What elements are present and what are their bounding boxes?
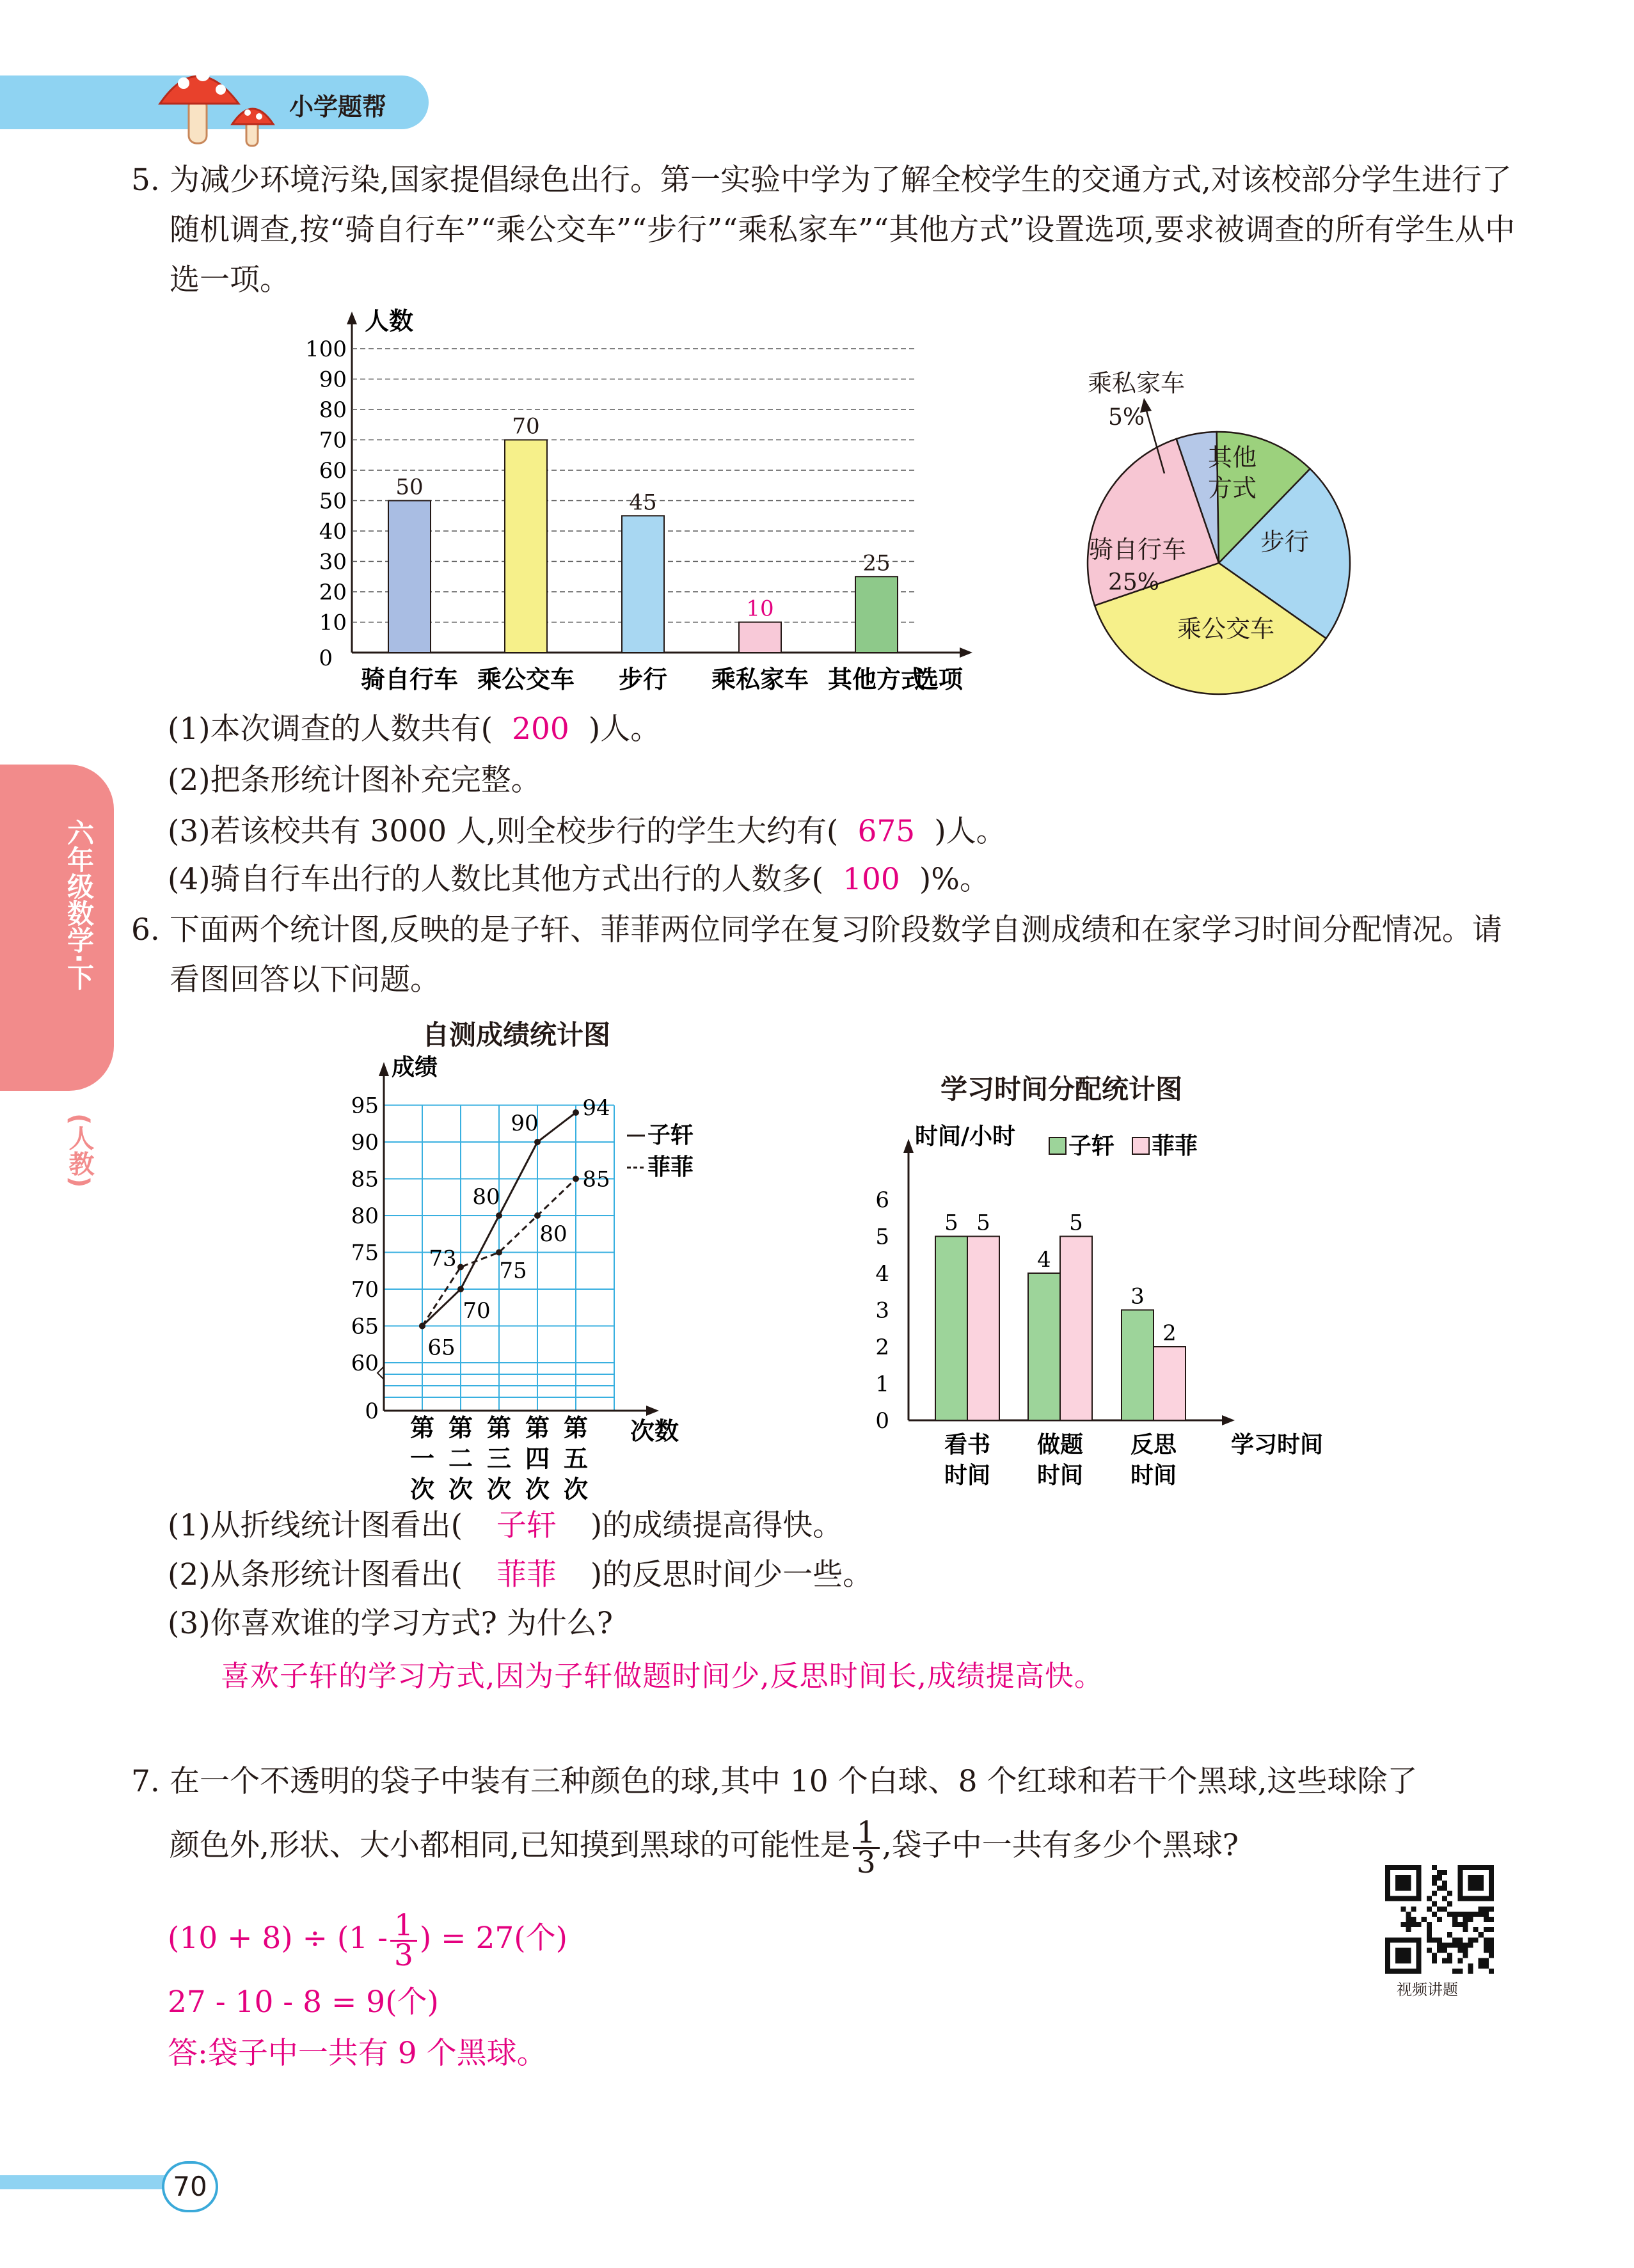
legend-swatch [1132,1138,1149,1154]
q6-sub3: (3)你喜欢谁的学习方式? 为什么? [168,1606,613,1641]
qr-module [1489,1927,1494,1932]
qr-module [1437,1907,1442,1912]
qr-module [1489,1907,1494,1912]
x-tick-label: 看书 [944,1431,991,1458]
q5-pie-chart [1049,358,1382,704]
qr-module [1484,1937,1489,1942]
qr-module [1442,1896,1447,1901]
x-tick-label: 次 [563,1475,589,1503]
qr-module [1452,1937,1457,1942]
y-tick-label: 20 [319,580,347,605]
qr-module [1437,1875,1442,1880]
qr-module [1437,1870,1442,1875]
qr-module [1484,1927,1489,1932]
x-tick-label: 其他方式 [827,665,926,694]
bar [739,623,781,653]
y-tick-label: 30 [319,549,347,575]
y-tick-label: 10 [319,610,347,636]
x-tick-label: 第 [448,1413,473,1442]
qr-module [1484,1958,1489,1963]
x-tick-label: 骑自行车 [360,665,459,694]
q5-sub3-answer: 675 [857,814,916,849]
qr-module [1484,1963,1489,1969]
y-tick-label: 65 [351,1313,379,1340]
qr-module [1489,1969,1494,1974]
qr-module [1406,1922,1411,1927]
bar [935,1237,967,1421]
qr-module [1457,1948,1463,1953]
qr-module [1432,1865,1437,1870]
data-point [534,1139,541,1145]
data-label: 75 [499,1258,527,1284]
q7-solution-1 [168,1907,567,1971]
qr-module [1452,1942,1457,1947]
question-number: 6. [131,912,160,948]
q5-sub4-tail: )%。 [919,862,990,897]
q6-sub2 [168,1556,873,1594]
qr-module [1463,1953,1468,1958]
side-tab-edition: (人教) [65,1113,94,1188]
pie-label-other-line2: 方式 [1208,474,1257,502]
x-tick-label: 三 [486,1444,512,1473]
question-5 [131,155,1526,305]
q5-sub3-text: (3)若该校共有 3000 人,则全校步行的学生大约有( [168,814,839,849]
q6-sub1-tail: )的成绩提高得快。 [590,1508,843,1543]
qr-module [1463,1927,1468,1932]
qr-module [1447,1891,1452,1896]
y-tick-label: 3 [875,1297,889,1324]
qr-module [1442,1948,1447,1953]
x-tick-label: 时间 [1130,1462,1177,1489]
y-tick-label: 80 [351,1203,379,1229]
x-axis-arrow [1222,1415,1235,1425]
qr-module [1432,1953,1437,1958]
qr-module [1489,1942,1494,1947]
y-axis-label: 人数 [365,307,414,335]
fraction-denominator: 3 [856,1844,876,1880]
qr-module [1484,1917,1489,1922]
qr-module [1411,1907,1416,1912]
x-tick-label: 乘私家车 [711,665,809,694]
bar-value-label: 5 [944,1210,958,1236]
qr-module [1468,1912,1473,1917]
q6-sub2-tail: )的反思时间少一些。 [590,1557,873,1592]
qr-module [1427,1907,1432,1912]
qr-module [1437,1942,1442,1947]
qr-module [1468,1917,1473,1922]
question-stem: 为减少环境污染,国家提倡绿色出行。第一实验中学为了解全校学生的交通方式,对该校部分学生进行了随机调查,按“骑自行车”“乘公交车”“步行”“乘私家车”“其他方式”设置选项,要求被调查的所有学生从中选一项。 [170,163,1516,297]
bar-value-label: 70 [512,413,540,440]
pie-label-other-line1: 其他 [1208,443,1257,472]
y-tick-label: 75 [351,1240,379,1266]
bar [1060,1237,1092,1421]
x-axis-label: 学习时间 [1230,1431,1323,1458]
x-tick-label: 第 [525,1413,550,1442]
q5-sub2: (2)把条形统计图补充完整。 [168,763,541,798]
line-chart-title: 自测成绩统计图 [422,1019,611,1051]
qr-module [1442,1880,1447,1885]
x-tick-label: 第 [409,1413,435,1442]
qr-module [1432,1912,1437,1917]
bar-value-label: 3 [1130,1283,1145,1310]
qr-module [1489,1948,1494,1953]
y-tick-label: 70 [351,1277,379,1303]
data-point [573,1176,579,1182]
qr-module [1457,1942,1463,1947]
legend-label: 子轩 [1068,1132,1115,1159]
y-axis-arrow [903,1139,914,1153]
x-tick-label: 第 [563,1413,589,1442]
y-axis-label: 时间/小时 [915,1123,1016,1150]
y-axis-arrow [379,1062,389,1076]
question-6 [131,905,1526,1005]
bar [388,501,431,653]
qr-module [1452,1969,1457,1974]
y-tick-label: 70 [319,427,347,454]
qr-module [1489,1937,1494,1942]
stem2-tail: ,袋子中一共有多少个黑球? [882,1828,1239,1863]
y-tick-label: 0 [365,1399,379,1424]
pie-label-car: 乘私家车 [1088,369,1186,397]
q5-sub3-tail: )人。 [934,814,1006,849]
bar-value-label: 2 [1162,1320,1177,1346]
qr-module [1447,1932,1452,1937]
y-tick-label: 2 [875,1335,889,1360]
qr-module [1463,1922,1468,1927]
y-tick-label: 0 [319,646,333,671]
y-tick-label: 85 [351,1166,379,1193]
qr-module [1468,1937,1473,1942]
bar-value-label: 25 [862,550,891,576]
qr-module [1432,1880,1437,1885]
x-axis-arrow [960,647,972,658]
qr-module [1484,1948,1489,1953]
x-tick-label: 步行 [618,665,668,694]
y-axis-arrow [347,312,357,324]
x-axis-label: 次数 [630,1416,679,1445]
x-tick-label: 次 [448,1475,473,1503]
qr-module [1468,1963,1473,1969]
y-tick-label: 4 [875,1261,889,1287]
pie-label-bike: 骑自行车 [1089,535,1187,564]
y-tick-label: 50 [319,488,347,514]
bar-value-label: 45 [629,489,657,516]
x-tick-label: 乘公交车 [477,665,575,694]
pie-label-bike-pct: 25% [1108,569,1160,596]
data-label: 90 [511,1111,539,1136]
qr-module [1473,1927,1479,1932]
qr-module [1442,1907,1447,1912]
q6-sub3-answer: 喜欢子轩的学习方式,因为子轩做题时间少,反思时间长,成绩提高快。 [221,1659,1104,1693]
y-tick-label: 5 [875,1224,889,1250]
q6-time-chart [857,1107,1331,1503]
qr-module [1484,1907,1489,1912]
bar [1122,1310,1154,1421]
bar-value-label: 5 [1069,1210,1083,1236]
qr-module [1406,1912,1411,1917]
qr-module [1432,1937,1437,1942]
qr-module [1437,1917,1442,1922]
q5-sub1-text: (1)本次调查的人数共有( [168,711,493,747]
qr-module [1452,1912,1457,1917]
legend-label: 子轩 [647,1122,694,1148]
q5-sub4-text: (4)骑自行车出行的人数比其他方式出行的人数多( [168,862,823,897]
bar-value-label: 50 [395,474,424,500]
qr-module [1479,1932,1484,1937]
y-tick-label: 95 [351,1093,379,1119]
x-tick-label: 做题 [1036,1431,1084,1458]
qr-module [1406,1927,1411,1932]
qr-module [1447,1901,1452,1907]
x-tick-label: 第 [486,1413,512,1442]
qr-finder-core [1468,1875,1484,1891]
bar-value-label: 5 [976,1210,990,1236]
data-label: 70 [463,1298,491,1324]
bar-value-label: 4 [1037,1247,1051,1273]
qr-module [1432,1958,1437,1963]
qr-module [1489,1953,1494,1958]
bar [1154,1347,1186,1420]
x-tick-label: 次 [525,1475,550,1503]
x-tick-label: 反思 [1130,1431,1177,1458]
q6-sub2-text: (2)从条形统计图看出( [168,1557,463,1592]
fraction-denominator: 3 [393,1937,413,1973]
qr-module [1416,1922,1422,1927]
y-tick-label: 100 [305,337,347,362]
q5-sub1 [168,710,660,749]
time-chart-title: 学习时间分配统计图 [940,1074,1183,1105]
pie-label-walk: 步行 [1260,528,1310,556]
qr-module [1427,1896,1432,1901]
qr-module [1468,1942,1473,1947]
qr-module [1400,1907,1406,1912]
qr-module [1452,1922,1457,1927]
qr-finder-core [1395,1875,1411,1891]
qr-module [1447,1953,1452,1958]
legend-label: 菲菲 [1152,1132,1198,1159]
solution-fraction [390,1907,417,1973]
question-7 [131,1750,1526,1878]
q5-sub4-answer: 100 [843,862,900,897]
y-tick-label: 90 [351,1130,379,1155]
page-number: 70 [162,2161,218,2212]
pie-label-car-pct: 5% [1108,404,1145,431]
qr-module [1411,1917,1416,1922]
bar [505,440,547,653]
solution-1-text: (10 + 8) ÷ (1 - [168,1921,388,1956]
qr-module [1473,1937,1479,1942]
qr-module [1400,1922,1406,1927]
qr-module [1479,1907,1484,1912]
qr-module [1427,1932,1432,1937]
solution-1-tail: ) = 27(个) [419,1921,567,1956]
bar-value-label: 10 [746,596,774,622]
legend-label: 菲菲 [647,1154,694,1180]
qr-module [1437,1885,1442,1891]
qr-module [1447,1912,1452,1917]
bar [1028,1273,1060,1420]
qr-module [1422,1917,1427,1922]
qr-module [1479,1912,1484,1917]
data-point [457,1264,464,1271]
fraction-numerator: 1 [853,1819,880,1849]
qr-module [1432,1875,1437,1880]
q5-sub4 [168,860,990,899]
data-point [419,1323,425,1329]
qr-module [1442,1958,1447,1963]
data-label: 94 [582,1095,610,1121]
y-tick-label: 0 [875,1408,889,1434]
x-tick-label: 五 [563,1444,589,1473]
qr-module [1437,1937,1442,1942]
data-point [573,1109,579,1116]
q6-sub2-answer: 菲菲 [496,1557,557,1592]
qr-module [1457,1969,1463,1974]
y-tick-label: 90 [319,367,347,393]
y-axis-label: 成绩 [392,1054,438,1081]
qr-module [1463,1917,1468,1922]
qr-module [1427,1922,1432,1927]
qr-module [1457,1937,1463,1942]
qr-module [1479,1958,1484,1963]
x-axis-label: 选项 [914,665,963,694]
x-tick-label: 次 [486,1475,512,1503]
qr-module [1479,1963,1484,1969]
y-tick-label: 80 [319,397,347,423]
qr-module [1457,1912,1463,1917]
bar [967,1237,999,1421]
bar [622,516,664,653]
qr-module [1457,1958,1463,1963]
y-tick-label: 1 [875,1371,889,1397]
y-tick-label: 60 [351,1351,379,1376]
q7-solution-3: 答:袋子中一共有 9 个黑球。 [168,2036,547,2071]
data-label: 65 [427,1335,456,1361]
qr-module [1473,1912,1479,1917]
y-tick-label: 60 [319,458,347,484]
qr-module [1411,1922,1416,1927]
qr-module [1437,1948,1442,1953]
qr-module [1427,1937,1432,1942]
q6-sub1-text: (1)从折线统计图看出( [168,1508,463,1543]
stem2-text: 颜色外,形状、大小都相同,已知摸到黑球的可能性是 [170,1828,850,1863]
x-tick-label: 二 [448,1444,473,1473]
x-tick-label: 时间 [944,1462,991,1489]
qr-module [1427,1927,1432,1932]
q5-bar-chart [301,307,1011,704]
qr-module [1452,1917,1457,1922]
legend-swatch [1049,1138,1066,1154]
y-tick-label: 6 [875,1187,889,1213]
question-number: 7. [131,1764,160,1799]
x-tick-label: 时间 [1036,1462,1084,1489]
side-tab-grade: 六年级数学·下 [63,819,95,990]
qr-code[interactable] [1385,1865,1494,1974]
qr-module [1447,1942,1452,1947]
qr-module [1468,1969,1473,1974]
data-point [457,1286,464,1292]
data-label: 73 [429,1246,457,1272]
qr-module [1406,1917,1411,1922]
qr-finder-core [1395,1948,1411,1963]
qr-module [1463,1912,1468,1917]
brand-name: 小学题帮 [289,93,387,121]
x-tick-label: 次 [409,1475,435,1503]
q6-sub1 [168,1507,843,1545]
data-point [534,1212,541,1219]
q5-sub1-tail: )人。 [588,711,661,747]
x-axis-arrow [646,1406,659,1416]
x-tick-label: 一 [409,1444,435,1473]
data-label: 80 [472,1184,500,1210]
question-stem-line1: 在一个不透明的袋子中装有三种颜色的球,其中 10 个白球、8 个红球和若干个黑球,这些球除了 [170,1764,1418,1799]
q6-sub1-answer: 子轩 [496,1508,557,1543]
qr-module [1447,1958,1452,1963]
qr-module [1457,1922,1463,1927]
q7-solution-2: 27 - 10 - 8 = 9(个) [168,1985,439,2020]
pie-label-bus: 乘公交车 [1177,615,1275,643]
qr-module [1432,1901,1437,1907]
qr-module [1489,1917,1494,1922]
qr-module [1484,1942,1489,1947]
qr-module [1442,1885,1447,1891]
qr-module [1432,1891,1437,1896]
data-point [496,1249,502,1256]
bar [855,576,898,653]
question-stem: 下面两个统计图,反映的是子轩、菲菲两位同学在复习阶段数学自测成绩和在家学习时间分配情况。请看图回答以下问题。 [170,912,1502,997]
qr-module [1442,1942,1447,1947]
qr-module [1427,1948,1432,1953]
x-tick-label: 四 [525,1444,550,1473]
q5-sub3 [168,813,1006,851]
data-label: 80 [539,1221,567,1247]
qr-module [1463,1942,1468,1947]
qr-caption: 视频讲题 [1397,1981,1458,1999]
question-stem-line2 [131,1814,1526,1878]
question-number: 5. [131,163,160,198]
y-tick-label: 40 [319,519,347,544]
q6-line-chart [333,1049,793,1510]
qr-module [1463,1948,1468,1953]
probability-fraction [853,1814,880,1880]
mushroom-logo [150,54,285,150]
data-label: 85 [582,1166,610,1193]
qr-module [1484,1912,1489,1917]
data-point [496,1212,502,1219]
q5-sub1-answer: 200 [512,711,569,747]
qr-module [1442,1870,1447,1875]
fraction-numerator: 1 [390,1912,417,1942]
